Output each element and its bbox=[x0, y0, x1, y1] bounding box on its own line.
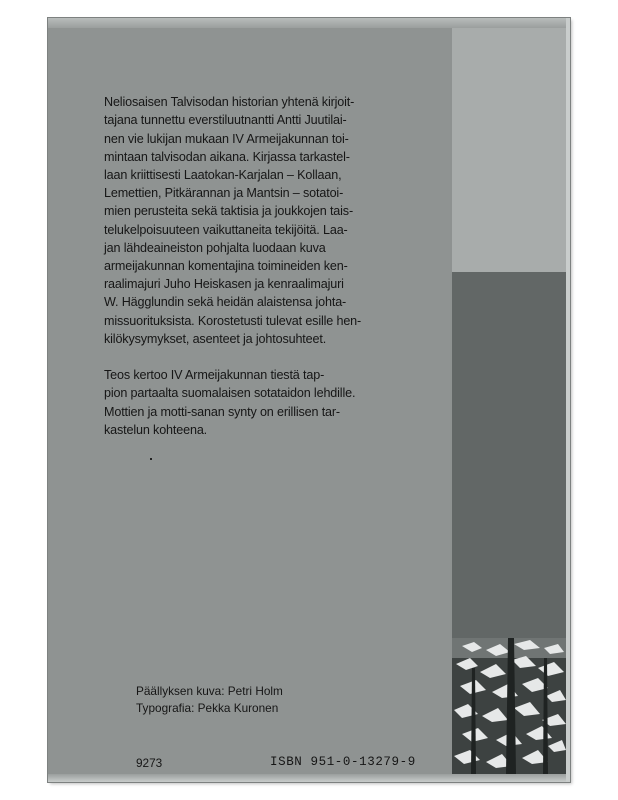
back-cover-blurb bbox=[104, 75, 444, 457]
cover-right-edge bbox=[566, 18, 570, 782]
spine-strip-light bbox=[452, 28, 566, 272]
blurb-paragraph-1: Neliosaisen Talvisodan historian yhtenä kirjoit- tajana tunnettu everstiluutnantti Antti Juutilai- nen vie lukijan mukaan IV Armeijakunnan toi- mintaan talvisodan aikana. Kirjassa tarkastel- laan kriittisesti Laatokan-Karjalan – Kollaan, Lemettien, Pitkärannan ja Mantsin – sotatoi- mien perusteita sekä taktisia ja joukkojen tais- telukelpoisuuteen vaikuttaneita tekijöitä. Laa- jan lähdeaineiston pohjalta luodaan kuva armeijakunnan komentajina toimineiden ken- raalimajuri Juho Heiskasen ja kenraalimajuri W. Hägglundin sekä heidän alaistensa johta- missuorituksista. Korostetusti tulevat esille hen- kilökysymykset, asenteet ja johtosuhteet. bbox=[104, 95, 362, 346]
blurb-paragraph-2: Teos kertoo IV Armeijakunnan tiestä tap- pion partaalta suomalaisen sotataidon lehdille. Mottien ja motti-sanan synty on erillisen tar- kastelun kohteena. bbox=[104, 368, 356, 437]
credits bbox=[136, 683, 283, 717]
snowy-trees-image bbox=[452, 638, 566, 774]
speck bbox=[150, 458, 152, 460]
spine-strip-dark bbox=[452, 272, 566, 638]
cover-bottom-edge bbox=[48, 774, 570, 782]
isbn: ISBN 951-0-13279-9 bbox=[270, 755, 416, 769]
book-back-cover bbox=[48, 18, 570, 782]
product-code: 9273 bbox=[136, 756, 163, 770]
cover-photo-credit: Päällyksen kuva: Petri Holm bbox=[136, 684, 283, 698]
snowy-trees-photo bbox=[452, 638, 566, 774]
cover-top-edge bbox=[48, 18, 570, 28]
typography-credit: Typografia: Pekka Kuronen bbox=[136, 701, 279, 715]
